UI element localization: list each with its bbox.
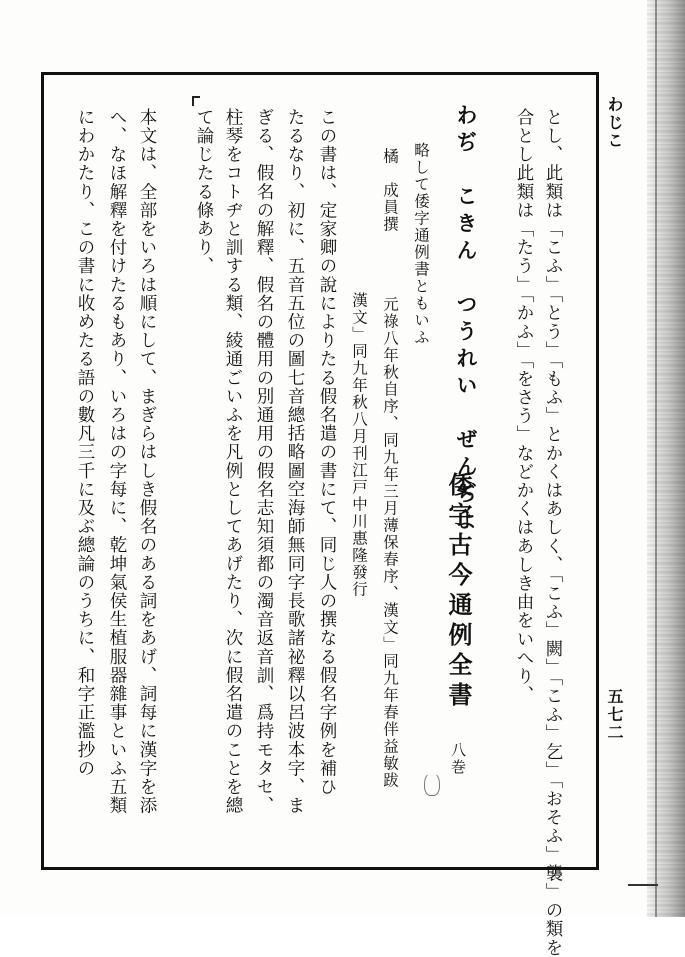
preface-info: 元祿八年秋自序、同九年三月薄保春序、漢文」同九年春伴益敏跋 (381, 296, 399, 789)
body-column-5: て論じたる條あり、 (194, 108, 214, 276)
body-column-6: 本文は、全部をいろは順にして、まぎらはしき假名のある詞をあげ、詞每に漢字を添 (137, 108, 157, 815)
volume-count: 八巻 (449, 742, 467, 776)
page-number: 五七二 (605, 688, 624, 742)
binding-edge-line (655, 0, 657, 917)
handwritten-mark (424, 772, 440, 796)
margin-mark (628, 884, 658, 896)
body-column-4: 柱琴をコトヂと訓する類、綾通ごいふを凡例としてあげたり、次に假名遣のことを總 (223, 108, 243, 815)
book-title: 倭字古今通例全書 (444, 472, 473, 712)
body-column-8: にわかたり、この書に收めたる語の數凡三千に及ぶ總論のうちに、和字正濫抄の (75, 108, 95, 778)
body-column-1: この書は、定家卿の說によりたる假名遣の書にて、同じ人の撰なる假名字例を補ひ (317, 108, 337, 797)
entry-title-reading: わぢ こきん つうれい ぜんぢよ (454, 104, 479, 536)
publication-info: 漢文」同九年秋八月刊江戸中川惠隆發行 (350, 292, 368, 598)
compiler-name: 橘 成員撰 (381, 148, 399, 233)
running-head: わじこ (605, 96, 624, 150)
body-column-7: へ、なほ解釋を付けたるもあり、いろはの字每に、乾坤氣侯生植服器雜事といふ五類 (107, 108, 127, 815)
scan-edge-shadow (647, 0, 685, 917)
text-column-2: 合とし此類は「たう」「かふ」「をさう」などかくはあしき由をいへり、 (514, 108, 534, 705)
text-column-1: とし、此類は「こふ」「とう」「もふ」とかくはあしく、「こふ」闕」「こふ」乞」「おそふ」襲」の類を (543, 108, 563, 957)
body-column-3: ぎる、假名の解釋、假名の體用の別通用の假名志知須都の濁音返音訓、爲持モタセ、 (254, 108, 274, 815)
bracket-mark (192, 96, 200, 106)
alt-title-note: 略して倭字通例書ともいふ (412, 142, 430, 346)
frame-inner-rule (596, 75, 597, 867)
body-column-2: たるなり、初に、五音五位の圖七音總括略圖空海師無同字長歌諸祕釋以呂波本字、ま (285, 108, 305, 815)
entry-book-title-block (439, 472, 473, 776)
